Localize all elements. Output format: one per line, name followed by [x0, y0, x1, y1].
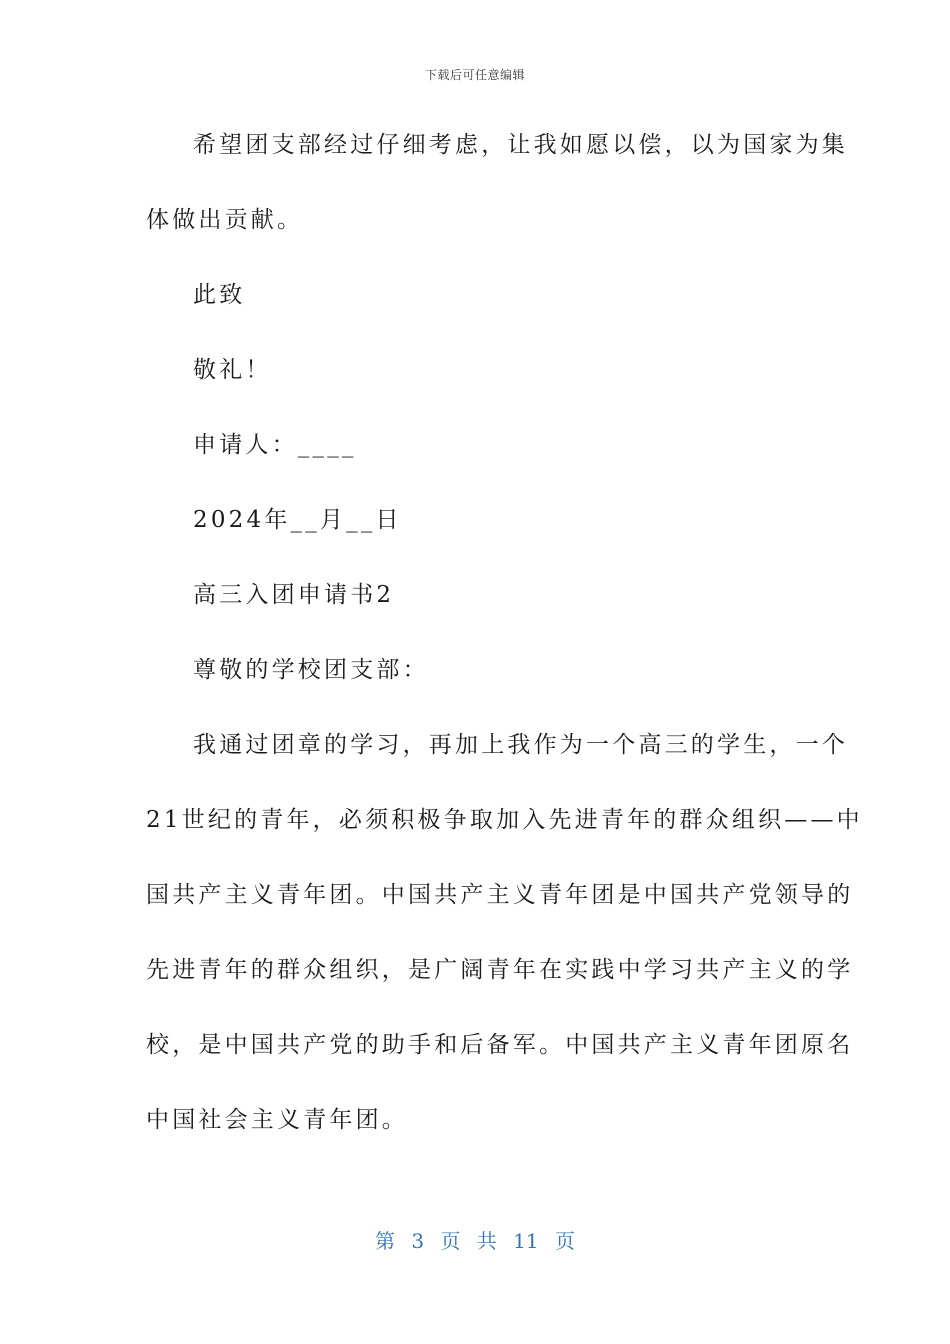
- body-line: 我通过团章的学习，再加上我作为一个高三的学生，一个: [193, 732, 848, 758]
- page-footer: 第 3 页 共 11 页: [375, 1229, 575, 1253]
- body-line: 先进青年的群众组织，是广阔青年在实践中学习共产主义的学: [146, 957, 854, 983]
- section-title: 高三入团申请书2: [193, 582, 395, 608]
- body-line: 校，是中国共产党的助手和后备军。中国共产主义青年团原名: [146, 1032, 854, 1058]
- closing-salutation: 此致: [193, 282, 246, 308]
- page-header: 下载后可任意编辑: [424, 68, 525, 82]
- body-line: 希望团支部经过仔细考虑，让我如愿以偿，以为国家为集: [193, 132, 848, 158]
- body-line: 中国社会主义青年团。: [146, 1107, 408, 1133]
- applicant-signature-line: 申请人：____: [193, 432, 357, 458]
- letter-greeting: 尊敬的学校团支部：: [193, 657, 429, 683]
- body-line: 国共产主义青年团。中国共产主义青年团是中国共产党领导的: [146, 882, 854, 908]
- body-line: 体做出贡献。: [146, 207, 304, 233]
- body-line: 21世纪的青年，必须积极争取加入先进青年的群众组织——中: [146, 807, 863, 833]
- closing-regards: 敬礼！: [193, 357, 272, 383]
- date-line: 2024年__月__日: [193, 507, 402, 533]
